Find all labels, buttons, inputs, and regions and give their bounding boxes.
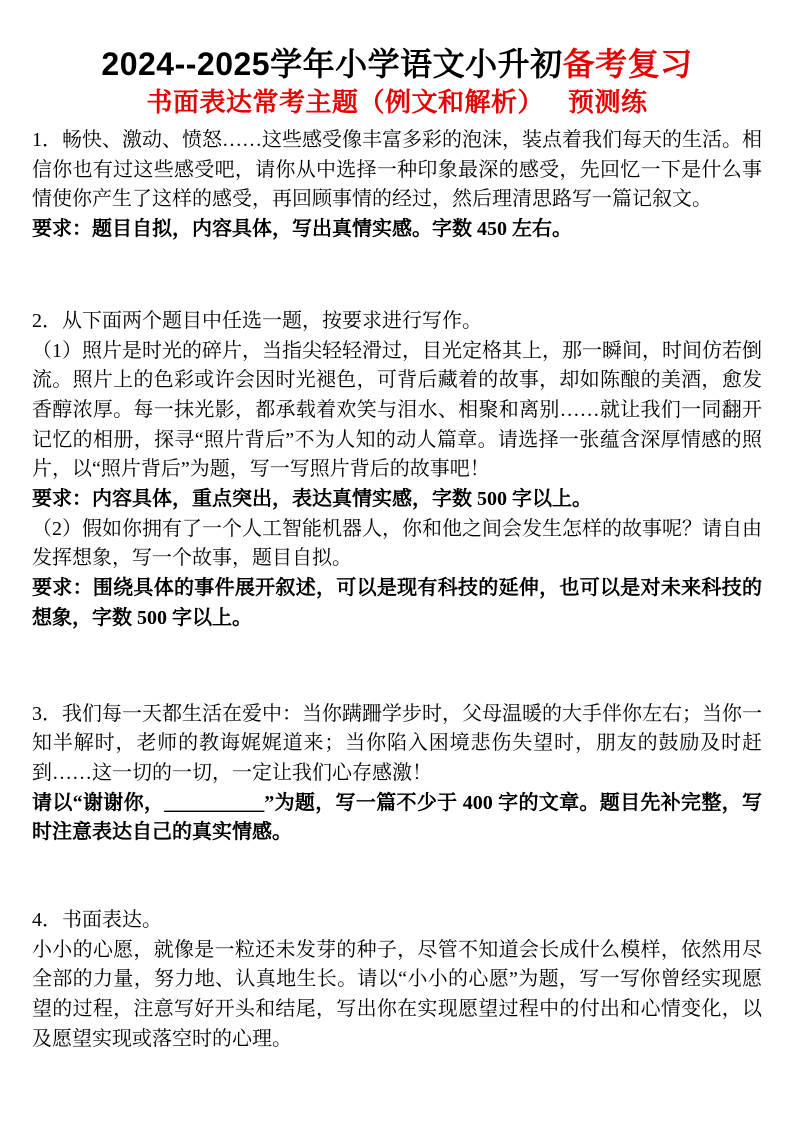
question-1: [32, 126, 762, 245]
question-3-prompt: 3．我们每一天都生活在爱中：当你蹒跚学步时，父母温暖的大手伴你左右；当你一知半解时，老师的教诲娓娓道来；当你陷入困境悲伤失望时，朋友的鼓励及时赶到……这一切的一切，一定让我们心存感激！: [32, 702, 762, 784]
question-2-option-1-prompt: （1）照片是时光的碎片，当指尖轻轻滑过，目光定格其上，那一瞬间，时间仿若倒流。照片上的色彩或许会因时光褪色，可背后藏着的故事，却如陈酿的美酒，愈发香醇浓厚。每一抹光影，都承载着欢笑与泪水、相聚和离别……就让我们一同翻开记忆的相册，探寻“照片背后”不为人知的动人篇章。请选择一张蕴含深厚情感的照片，以“照片背后”为题，写一写照片背后的故事吧！: [32, 339, 762, 481]
question-1-prompt: 1．畅快、激动、愤怒……这些感受像丰富多彩的泡沫，装点着我们每天的生活。相信你也有过这些感受吧，请你从中选择一种印象最深的感受，先回忆一下是什么事情使你产生了这样的感受，再回顾事情的经过，然后理清思路写一篇记叙文。: [32, 129, 762, 211]
title-main-text: 2024--2025学年小学语文小升初: [101, 46, 563, 82]
question-2-option-2-prompt: （2）假如你拥有了一个人工智能机器人，你和他之间会发生怎样的故事呢？请自由发挥想象，写一个故事，题目自拟。: [32, 517, 762, 570]
question-2-intro: 2．从下面两个题目中任选一题，按要求进行写作。: [32, 309, 482, 332]
question-4: [32, 906, 762, 1055]
question-2: [32, 307, 762, 634]
question-1-requirements: 要求：题目自拟，内容具体，写出真情实感。字数 450 左右。: [32, 218, 572, 241]
document-subtitle: [32, 84, 762, 120]
subtitle-main-text: 书面表达常考主题（例文和解析）: [146, 87, 544, 117]
question-3: [32, 700, 762, 849]
question-3-requirements: 请以“谢谢你，__________”为题，写一篇不少于 400 字的文章。题目先补完整，写时注意表达自己的真实情感。: [32, 791, 762, 844]
question-2-option-1-requirements: 要求：内容具体，重点突出，表达真情实感，字数 500 字以上。: [32, 488, 592, 511]
document-title: [32, 44, 762, 84]
question-4-prompt: 小小的心愿，就像是一粒还未发芽的种子，尽管不知道会长成什么模样，依然用尽全部的力量，努力地、认真地生长。请以“小小的心愿”为题，写一写你曾经实现愿望的过程，注意写好开头和结尾，写出你在实现愿望过程中的付出和心情变化，以及愿望实现或落空时的心理。: [32, 938, 762, 1050]
subtitle-suffix-text: 预测练: [568, 87, 648, 117]
title-highlight-text: 备考复习: [562, 46, 693, 82]
question-4-heading: 4．书面表达。: [32, 909, 162, 932]
question-2-option-2-requirements: 要求：围绕具体的事件展开叙述，可以是现有科技的延伸，也可以是对未来科技的想象，字数 500 字以上。: [32, 577, 762, 629]
